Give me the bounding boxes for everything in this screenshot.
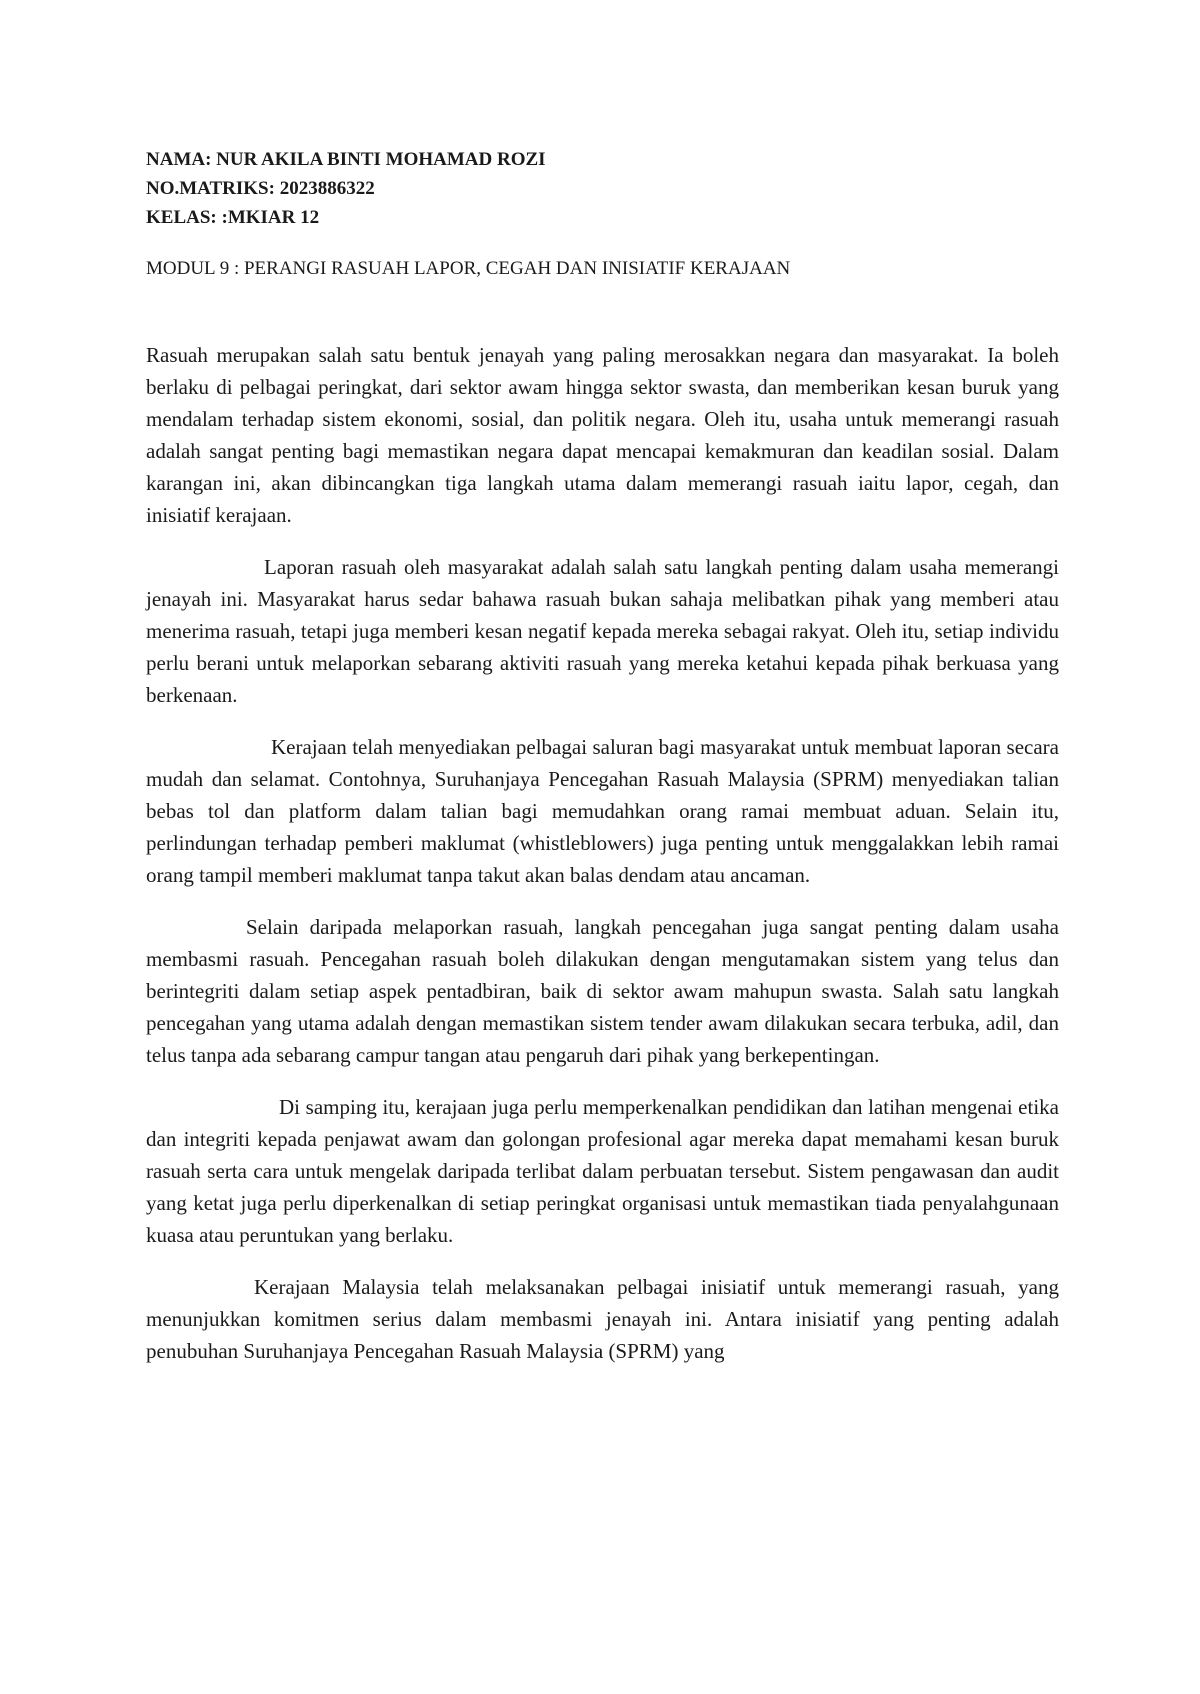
paragraph-initiatives: Kerajaan Malaysia telah melaksanakan pelbagai inisiatif untuk memerangi rasuah, yang menunjukkan komitmen serius dalam membasmi jenayah ini. Antara inisiatif yang penting adalah penubuhan Suruhanjaya Pencegahan Rasuah Malaysia (SPRM) yang — [146, 1275, 1059, 1363]
essay-body — [146, 339, 1059, 1367]
module-title: MODUL 9 : PERANGI RASUAH LAPOR, CEGAH DAN INISIATIF KERAJAAN — [146, 258, 791, 279]
paragraph-education: Di samping itu, kerajaan juga perlu memperkenalkan pendidikan dan latihan mengenai etika dan integriti kepada penjawat awam dan golongan profesional agar mereka dapat memahami kesan buruk rasuah serta cara untuk mengelak daripada terlibat dalam perbuatan tersebut. Sistem pengawasan dan audit yang ketat juga perlu diperkenalkan di setiap peringkat organisasi untuk memastikan tiada penyalahgunaan kuasa atau peruntukan yang berlaku. — [146, 1095, 1059, 1247]
class-name: KELAS: :MKIAR 12 — [146, 207, 320, 228]
matric-number: NO.MATRIKS: 2023886322 — [146, 178, 375, 199]
paragraph-report: Laporan rasuah oleh masyarakat adalah salah satu langkah penting dalam usaha memerangi jenayah ini. Masyarakat harus sedar bahawa rasuah bukan sahaja melibatkan pihak yang memberi atau menerima rasuah, tetapi juga memberi kesan negatif kepada mereka sebagai rakyat. Oleh itu, setiap individu perlu berani untuk melaporkan sebarang aktiviti rasuah yang mereka ketahui kepada pihak berkuasa yang berkenaan. — [146, 555, 1059, 707]
paragraph-intro: Rasuah merupakan salah satu bentuk jenayah yang paling merosakkan negara dan masyarakat. Ia boleh berlaku di pelbagai peringkat, dari sektor awam hingga sektor swasta, dan memberikan kesan buruk yang mendalam terhadap sistem ekonomi, sosial, dan politik negara. Oleh itu, usaha untuk memerangi rasuah adalah sangat penting bagi memastikan negara dapat mencapai kemakmuran dan keadilan sosial. Dalam karangan ini, akan dibincangkan tiga langkah utama dalam memerangi rasuah iaitu lapor, cegah, dan inisiatif kerajaan. — [146, 343, 1059, 527]
student-name: NAMA: NUR AKILA BINTI MOHAMAD ROZI — [146, 149, 546, 170]
paragraph-prevention: Selain daripada melaporkan rasuah, langkah pencegahan juga sangat penting dalam usaha membasmi rasuah. Pencegahan rasuah boleh dilakukan dengan mengutamakan sistem yang telus dan berintegriti dalam setiap aspek pentadbiran, baik di sektor awam mahupun swasta. Salah satu langkah pencegahan yang utama adalah dengan memastikan sistem tender awam dilakukan secara terbuka, adil, dan telus tanpa ada sebarang campur tangan atau pengaruh dari pihak yang berkepentingan. — [146, 915, 1059, 1067]
document-page — [146, 145, 1059, 1387]
paragraph-channels: Kerajaan telah menyediakan pelbagai saluran bagi masyarakat untuk membuat laporan secara mudah dan selamat. Contohnya, Suruhanjaya Pencegahan Rasuah Malaysia (SPRM) menyediakan talian bebas tol dan platform dalam talian bagi memudahkan orang ramai membuat aduan. Selain itu, perlindungan terhadap pemberi maklumat (whistleblowers) juga penting untuk menggalakkan lebih ramai orang tampil memberi maklumat tanpa takut akan balas dendam atau ancaman. — [146, 735, 1059, 887]
